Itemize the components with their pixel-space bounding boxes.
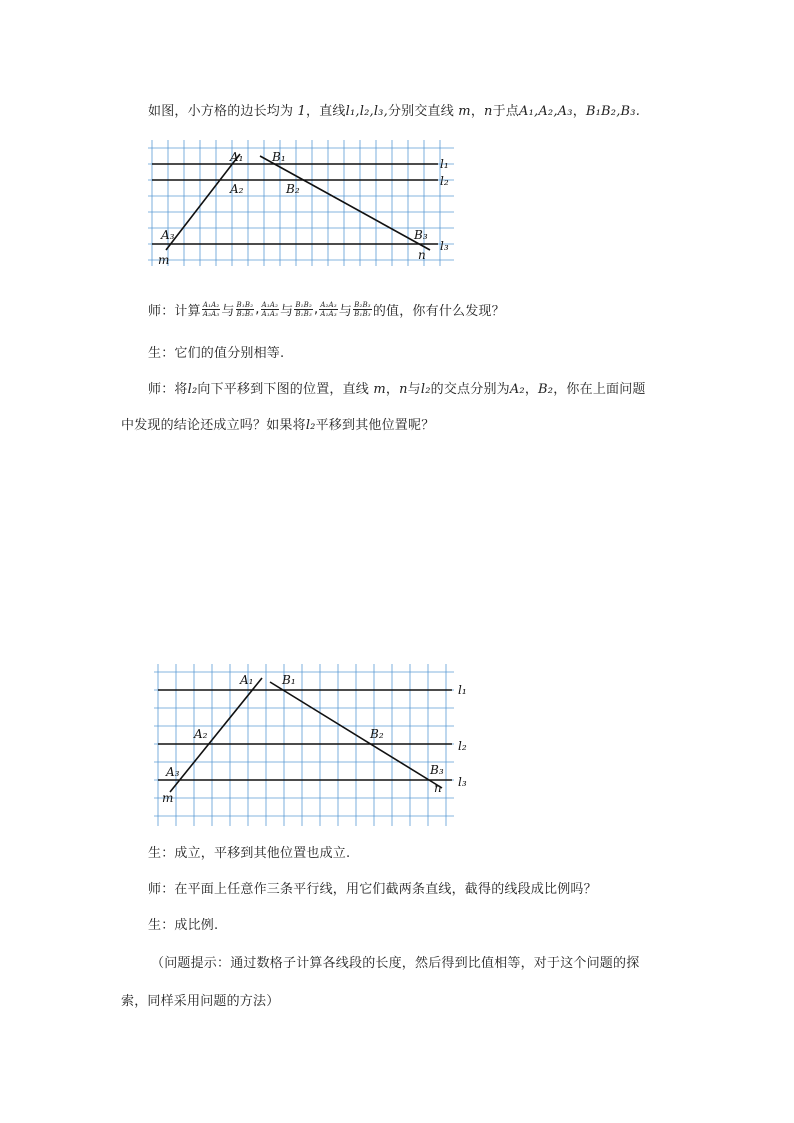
fraction-3-den: A₁A₃: [261, 310, 279, 318]
label2-l2: l₂: [458, 739, 467, 753]
line-m: [166, 154, 240, 250]
fraction-6-num: B₂B₃: [354, 301, 371, 309]
teacher-question-2-cont: [121, 414, 434, 433]
student-answer-1: 生：它们的值分别相等.: [148, 346, 285, 361]
line-n: n: [484, 104, 493, 119]
figure-2: [154, 664, 472, 830]
q2-text: 师：将: [148, 382, 188, 397]
q2c-text-2: 平移到其他位置呢？: [315, 418, 435, 433]
q2-sep: ，: [385, 382, 400, 397]
label-b3: B₃: [414, 228, 428, 242]
fraction-5-num: A₂A₃: [320, 301, 337, 309]
comma-2: ,: [314, 302, 319, 317]
q2-b2: B₂: [538, 382, 554, 397]
q2-text-4: 的交点分别为: [430, 382, 510, 397]
intro-text-4: 于点: [492, 104, 520, 119]
intro-text: 如图，小方格的边长均为: [148, 104, 294, 119]
fraction-1: [202, 301, 221, 318]
points-a: A₁,A₂,A₃: [519, 104, 573, 119]
label-m: m: [158, 253, 170, 266]
fraction-4: [294, 301, 313, 318]
q2-sep2: ，: [524, 382, 539, 397]
q2-l2: l₂: [187, 382, 198, 397]
fraction-6: [353, 301, 372, 318]
label-a3: A₃: [161, 228, 175, 242]
fraction-2: [236, 301, 255, 318]
sep-2: ，: [572, 104, 586, 119]
line-n: [260, 156, 430, 250]
fraction-5: [319, 301, 338, 318]
label-a1: A₁: [230, 150, 244, 164]
fraction-6-den: B₁B₃: [354, 310, 371, 318]
hint-line-1: （问题提示：通过数格子计算各线段的长度，然后得到比值相等，对于这个问题的探: [151, 956, 640, 971]
lines-l: l₁,l₂,l₃,: [345, 104, 388, 119]
label-b2: B₂: [286, 182, 300, 196]
q2-text-2: 向下平移到下图的位置，直线: [197, 382, 369, 397]
fraction-4-num: B₁B₂: [295, 301, 313, 309]
q2-l2b: l₂: [420, 382, 431, 397]
label-n: n: [418, 248, 426, 262]
label2-b1: B₁: [282, 673, 296, 687]
fraction-3: [261, 301, 280, 318]
fraction-2-den: B₂B₃: [236, 310, 254, 318]
fraction-4-den: B₁B₃: [295, 310, 313, 318]
label2-a1: A₁: [240, 673, 254, 687]
figure-2-svg: [154, 664, 472, 826]
q2-text-5: ，你在上面问题: [553, 382, 646, 397]
intro-text-3: 分别交直线: [387, 104, 454, 119]
q2-n: n: [399, 382, 408, 397]
comma-1: ,: [255, 302, 260, 317]
label2-b2: B₂: [370, 727, 384, 741]
fraction-1-den: A₂A₃: [202, 310, 220, 318]
side-length: 1: [293, 104, 307, 119]
teacher-question-3: 师：在平面上任意作三条平行线，用它们截两条直线，截得的线段成比例吗？: [148, 882, 597, 897]
line-m: m: [453, 104, 471, 119]
teacher-question-2: [148, 378, 646, 397]
grid-2: [154, 664, 454, 826]
student-answer-3: 生：成比例.: [148, 918, 219, 933]
label-b1: B₁: [272, 150, 286, 164]
label2-m: m: [162, 791, 174, 805]
label-l1: l₁: [440, 157, 449, 171]
label-a2: A₂: [230, 182, 244, 196]
fraction-3-num: A₁A₂: [261, 301, 279, 309]
grid: [148, 140, 454, 266]
compute-text: 师：计算: [148, 304, 201, 319]
label2-n: n: [434, 781, 442, 795]
label2-l3: l₃: [458, 775, 467, 789]
student-answer-2: 生：成立，平移到其他位置也成立.: [148, 846, 351, 861]
hint-line-2: 索，同样采用问题的方法）: [121, 994, 280, 1009]
points-b: B₁B₂,B₃.: [585, 104, 641, 119]
intro-paragraph: [148, 100, 640, 119]
label2-b3: B₃: [430, 763, 444, 777]
yu-2: 与: [280, 304, 294, 319]
q2c-text: 中发现的结论还成立吗？如果将: [121, 418, 306, 433]
q2-a2: A₂: [509, 382, 525, 397]
compute-text-2: 的值，你有什么发现？: [372, 304, 505, 319]
fraction-1-num: A₁A₂: [202, 301, 220, 309]
main-lines: [152, 154, 438, 250]
fraction-2-num: B₁B₂: [236, 301, 254, 309]
figure-2-labels: [162, 673, 467, 805]
yu-3: 与: [338, 304, 353, 319]
q2c-l2: l₂: [305, 418, 316, 433]
figure-1-labels: [158, 150, 449, 266]
intro-text-2: ，直线: [306, 104, 346, 119]
yu-1: 与: [221, 304, 235, 319]
label2-a3: A₃: [166, 765, 180, 779]
label2-a2: A₂: [194, 727, 208, 741]
figure-1: [148, 140, 454, 270]
q2-text-3: 与: [407, 382, 421, 397]
figure-1-svg: [148, 140, 454, 266]
compute-paragraph: [148, 300, 505, 319]
q2-m: m: [369, 382, 386, 397]
fraction-5-den: A₁A₃: [320, 310, 337, 318]
label-l2: l₂: [440, 174, 449, 188]
label2-l1: l₁: [458, 683, 467, 697]
label-l3: l₃: [440, 239, 449, 253]
sep: ，: [470, 104, 485, 119]
